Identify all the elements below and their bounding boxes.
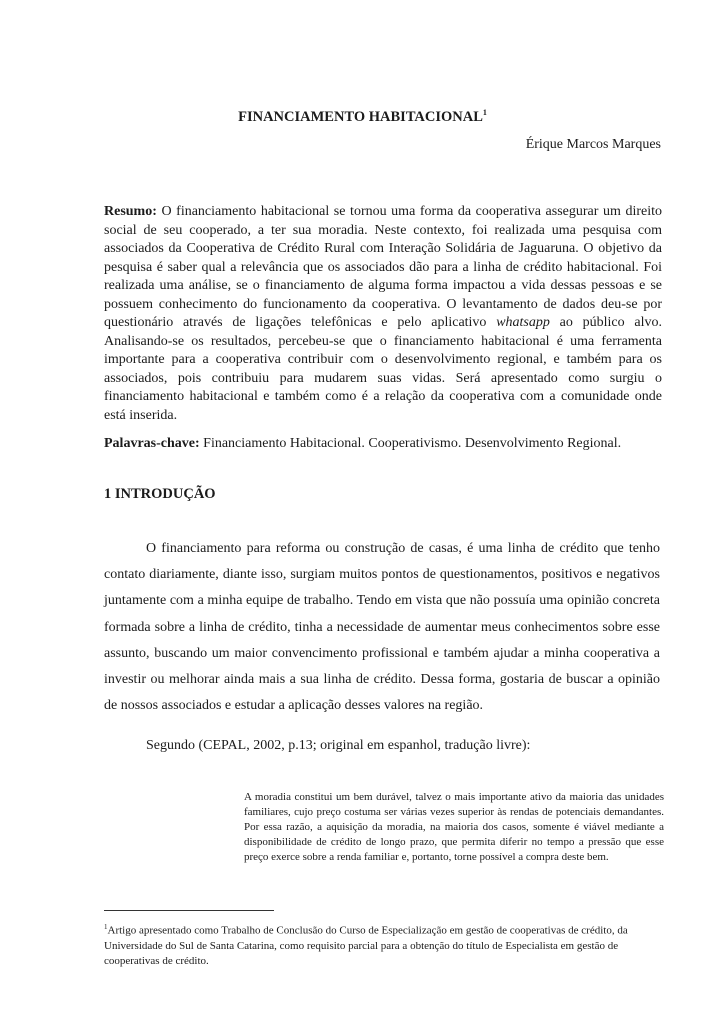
keywords-text: Financiamento Habitacional. Cooperativismo. Desenvolvimento Regional. (199, 436, 622, 451)
abstract (104, 203, 662, 425)
intro-paragraph: O financiamento para reforma ou construção de casas, é uma linha de crédito que tenho contato diariamente, diante isso, surgiam muitos pontos de questionamentos, positivos e negativos juntamente com a minha equipe de trabalho. Tendo em vista que não possuía uma opinião concreta formada sobre a linha de crédito, tinha a necessidade de aumentar meus conhecimentos sobre esse assunto, buscando um maior convencimento profissional e também ajudar a minha cooperativa a investir ou melhorar ainda mais a sua linha de crédito. Dessa forma, gostaria de buscar a opinião de nossos associados e estudar a aplicação desses valores na região. (104, 541, 660, 714)
abstract-label: Resumo: (104, 204, 157, 219)
abstract-text-part1: O financiamento habitacional se tornou uma forma da cooperativa assegurar um direito social de seu cooperado, a ter sua moradia. Neste contexto, foi realizada uma pesquisa com associados da Cooperativa de Crédito Rural com Interação Solidária de Jaguaruna. O objetivo da pesquisa é saber qual a relevância que os associados dão para a linha de crédito habitacional. Foi realizada uma análise, se o financiamento de alguma forma impactou a vida dessas pessoas e se possuem conhecimento do funcionamento da cooperativa. O levantamento de dados deu-se por questionário através de ligações telefônicas e pelo aplicativo (104, 204, 662, 330)
footnote (104, 920, 664, 969)
keywords-label: Palavras-chave: (104, 436, 200, 451)
footnote-text: Artigo apresentado como Trabalho de Conclusão do Curso de Especialização em gestão de cooperativas de crédito, da Universidade do Sul de Santa Catarina, como requisito parcial para a obtenção do título de Especialista em gestão de cooperativas de crédito. (104, 924, 628, 967)
paper-title (0, 108, 725, 126)
footnote-marker: 1 (482, 108, 487, 117)
footnote-divider (104, 910, 274, 911)
block-quote: A moradia constitui um bem durável, talvez o mais importante ativo da maioria das unidades familiares, cujo preço costuma ser várias vezes superior às rendas de potenciais demandantes. Por essa razão, a aquisição da moradia, na maioria dos casos, somente é viável mediante a disponibilidade de crédito de longo prazo, que permita diferir no tempo a pressão que esse preço exerce sobre a renda familiar e, portanto, torne possível a compra deste bem. (244, 791, 664, 863)
citation-intro: Segundo (CEPAL, 2002, p.13; original em espanhol, tradução livre): (146, 738, 531, 753)
keywords (104, 435, 664, 453)
paper-title-text: FINANCIAMENTO HABITACIONAL (238, 108, 483, 125)
author-name: Érique Marcos Marques (525, 137, 661, 152)
abstract-text-part2: ao público alvo. Analisando-se os resultados, percebeu-se que o financiamento habitacional é uma ferramenta importante para a cooperativa contribuir com o desenvolvimento regional, e também para os associados, pois contribuiu para mudarem suas vidas. Será apresentado como surgiu o financiamento habitacional e também como é a relação da cooperativa com a comunidade onde está inserida. (104, 315, 662, 423)
footnote-number: 1 (104, 923, 108, 931)
section-heading: 1 INTRODUÇÃO (104, 486, 216, 502)
abstract-italic-term: whatsapp (496, 315, 550, 330)
